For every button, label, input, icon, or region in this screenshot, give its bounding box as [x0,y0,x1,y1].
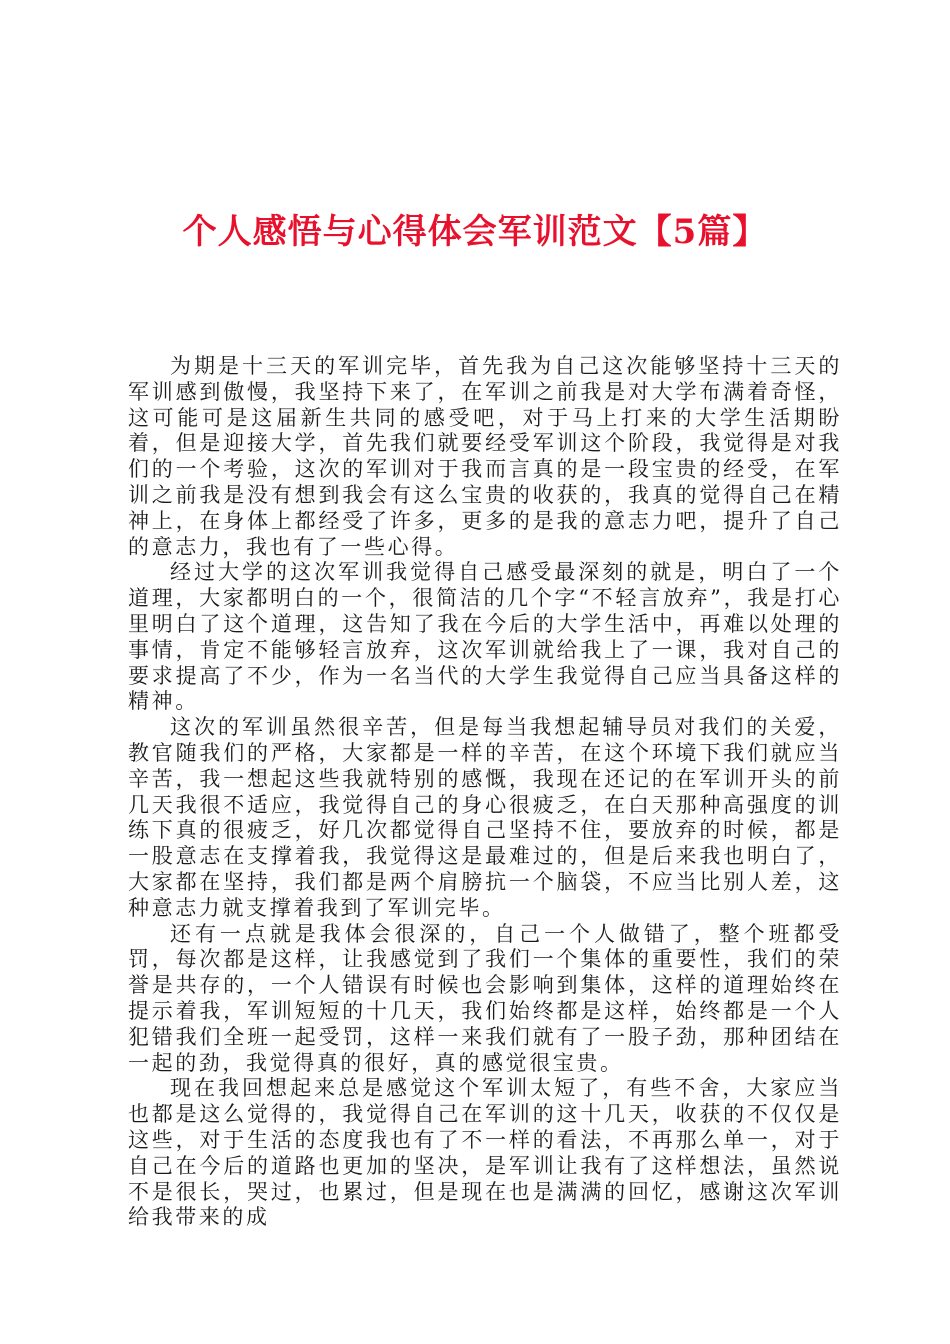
paragraph: 还有一点就是我体会很深的，自己一个人做错了，整个班都受罚，每次都是这样，让我感觉到了我们一个集体的重要性，我们的荣誉是共存的，一个人错误有时候也会影响到集体，这样的道理始终在提示着我，军训短短的十几天，我们始终都是这样，始终都是一个人犯错我们全班一起受罚，这样一来我们就有了一股子劲，那种团结在一起的劲，我觉得真的很好，真的感觉很宝贵。 [128,921,842,1075]
paragraph: 为期是十三天的军训完毕，首先我为自己这次能够坚持十三天的军训感到傲慢，我坚持下来了，在军训之前我是对大学布满着奇怪，这可能可是这届新生共同的感受吧，对于马上打来的大学生活期盼着，但是迎接大学，首先我们就要经受军训这个阶段，我觉得是对我们的一个考验，这次的军训对于我而言真的是一段宝贵的经受，在军训之前我是没有想到我会有这么宝贵的收获的，我真的觉得自己在精神上，在身体上都经受了许多，更多的是我的意志力吧，提升了自己的意志力，我也有了一些心得。 [128,354,842,559]
paragraph: 这次的军训虽然很辛苦，但是每当我想起辅导员对我们的关爱，教官随我们的严格，大家都是一样的辛苦，在这个环境下我们就应当辛苦，我一想起这些我就特别的感慨，我现在还记的在军训开头的前几天我很不适应，我觉得自己的身心很疲乏，在白天那种高强度的训练下真的很疲乏，好几次都觉得自己坚持不住，要放弃的时候，都是一股意志在支撑着我，我觉得这是最难过的，但是后来我也明白了，大家都在坚持，我们都是两个肩膀抗一个脑袋，不应当比别人差，这种意志力就支撑着我到了军训完毕。 [128,715,842,920]
paragraph: 现在我回想起来总是感觉这个军训太短了，有些不舍，大家应当也都是这么觉得的，我觉得自己在军训的这十几天，收获的不仅仅是这些，对于生活的态度我也有了不一样的看法，不再那么单一，对于自己在今后的道路也更加的坚决，是军训让我有了这样想法，虽然说不是很长，哭过，也累过，但是现在也是满满的回忆，感谢这次军训给我带来的成 [128,1076,842,1230]
document-body [128,354,842,1231]
document-title: 个人感悟与心得体会军训范文【5篇】 [182,212,768,252]
paragraph: 经过大学的这次军训我觉得自己感受最深刻的就是，明白了一个道理，大家都明白的一个，很简洁的几个字“不轻言放弃”，我是打心里明白了这个道理，这告知了我在今后的大学生活中，再难以处理的事情，肯定不能够轻言放弃，这次军训就给我上了一课，我对自己的要求提高了不少，作为一名当代的大学生我觉得自己应当具备这样的精神。 [128,560,842,714]
